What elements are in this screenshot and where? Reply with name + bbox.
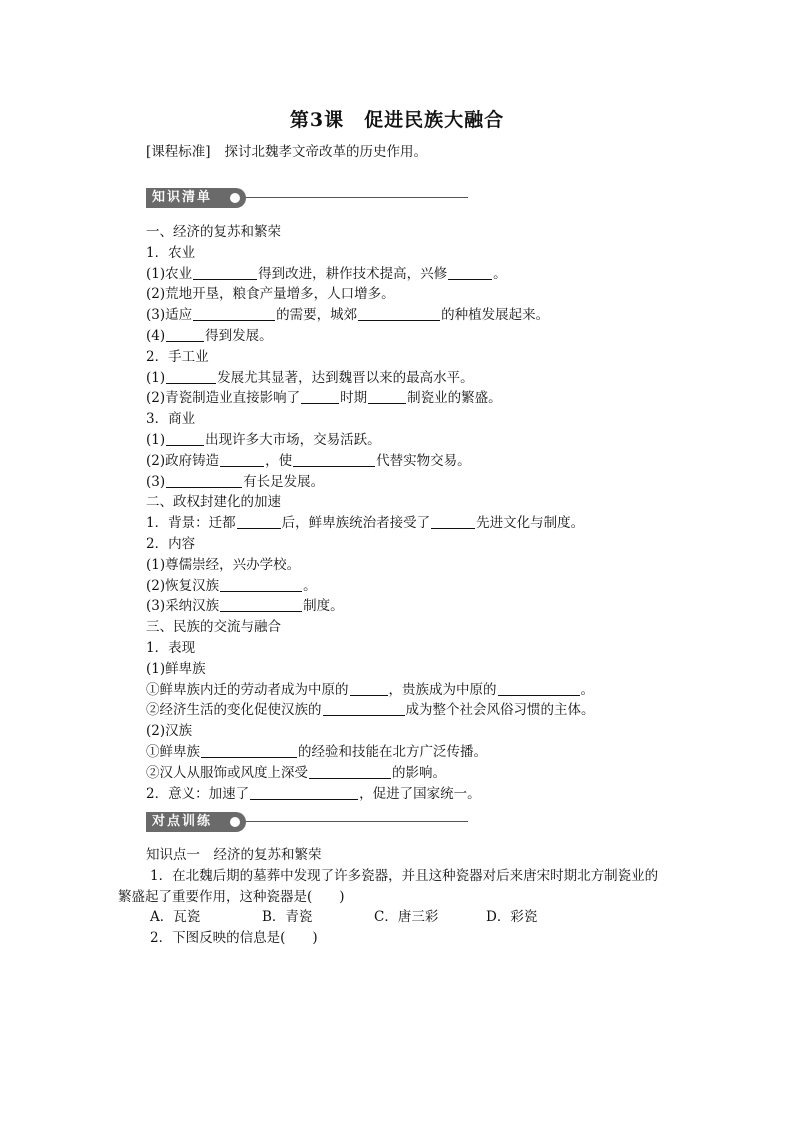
curriculum-standard [146,140,427,160]
fill-blank[interactable] [193,265,257,280]
section-heading: 二、政权封建化的加速 [146,494,281,511]
section-heading: 三、民族的交流与融合 [146,619,281,636]
fill-blank[interactable] [237,514,281,529]
subsection-heading: 2．内容 [146,535,196,552]
question-1-line-2: 繁盛起了重要作用，这种瓷器是( ) [118,888,345,905]
fill-blank[interactable] [166,431,204,446]
option-b[interactable]: B．青瓷 [262,909,313,926]
fill-line: (2)政府铸造 ，使 代替实物交易。 [146,452,471,469]
fill-line: 2．意义：加速了 ，促进了国家统一。 [146,785,481,802]
knowledge-banner [146,188,468,208]
practice-section [118,845,686,949]
fill-line: (3) 有长足发展。 [146,473,325,490]
fill-line: ②汉人从服饰或风度上深受 的影响。 [146,764,446,781]
bullet-dot-icon [230,817,240,827]
question-2: 2．下图反映的信息是( ) [150,930,318,947]
fill-blank[interactable] [448,265,492,280]
practice-banner [146,812,468,832]
text-line: (1)鲜卑族 [146,660,206,677]
fill-blank[interactable] [201,743,297,758]
fill-blank[interactable] [166,473,242,488]
fill-blank[interactable] [350,681,388,696]
banner-label: 对点训练 [146,812,246,832]
knowledge-list [146,222,686,804]
fill-line: (3)采纳汉族 制度。 [146,598,344,615]
subsection-heading: 3．商业 [146,411,196,428]
fill-line: (1) 出现许多大市场，交易活跃。 [146,431,381,448]
fill-line: 1．背景：迁都 后，鲜卑族统治者接受了 先进文化与制度。 [146,515,585,532]
bullet-dot-icon [230,193,240,203]
fill-line: (1)农业 得到改进，耕作技术提高，兴修 。 [146,265,507,282]
banner-rule [242,197,468,198]
fill-blank[interactable] [166,327,204,342]
fill-blank[interactable] [323,701,405,716]
subsection-heading: 1．农业 [146,244,196,261]
fill-blank[interactable] [358,306,440,321]
fill-blank[interactable] [309,764,391,779]
fill-blank[interactable] [220,577,302,592]
fill-line: ①鲜卑族内迁的劳动者成为中原的 ，贵族成为中原的 。 [146,681,594,698]
fill-line: (2)青瓷制造业直接影响了 时期 制瓷业的繁盛。 [146,390,502,407]
standard-label: [课程标准] [146,144,211,160]
fill-blank[interactable] [250,785,358,800]
fill-line: (4) 得到发展。 [146,327,273,344]
banner-rule [242,821,468,822]
text-line: (2)荒地开垦，粮食产量增多，人口增多。 [146,286,395,303]
fill-blank[interactable] [368,389,406,404]
fill-line: ②经济生活的变化促使汉族的 成为整个社会风俗习惯的主体。 [146,702,595,719]
fill-blank[interactable] [166,369,216,384]
question-1-line-1: 1．在北魏后期的墓葬中发现了许多瓷器，并且这种瓷器对后来唐宋时期北方制瓷业的 [150,867,659,884]
fill-line: (3)适应 的需要，城郊 的种植发展起来。 [146,307,550,324]
fill-blank[interactable] [498,681,580,696]
page-title: 第3课 促进民族大融合 [289,109,505,131]
fill-blank[interactable] [193,306,275,321]
option-c[interactable]: C．唐三彩 [374,909,439,926]
text-line: (2)汉族 [146,723,193,740]
text-line: (1)尊儒崇经，兴办学校。 [146,556,301,573]
fill-blank[interactable] [220,597,302,612]
fill-line: ①鲜卑族 的经验和技能在北方广泛传播。 [146,743,487,760]
fill-line: (2)恢复汉族 。 [146,577,317,594]
fill-blank[interactable] [301,389,339,404]
banner-label: 知识清单 [146,188,246,208]
fill-blank[interactable] [431,514,475,529]
fill-line: (1) 发展尤其显著，达到魏晋以来的最高水平。 [146,369,474,386]
knowledge-point-heading: 知识点一 经济的复苏和繁荣 [146,847,322,863]
standard-text: 探讨北魏孝文帝改革的历史作用。 [224,144,428,160]
fill-blank[interactable] [220,452,264,467]
fill-blank[interactable] [293,452,375,467]
subsection-heading: 2．手工业 [146,348,209,365]
question-1-options [146,907,686,928]
section-heading: 一、经济的复苏和繁荣 [146,224,281,240]
option-a[interactable]: A．瓦瓷 [150,909,201,926]
option-d[interactable]: D．彩瓷 [486,909,538,926]
subsection-heading: 1．表现 [146,639,196,656]
